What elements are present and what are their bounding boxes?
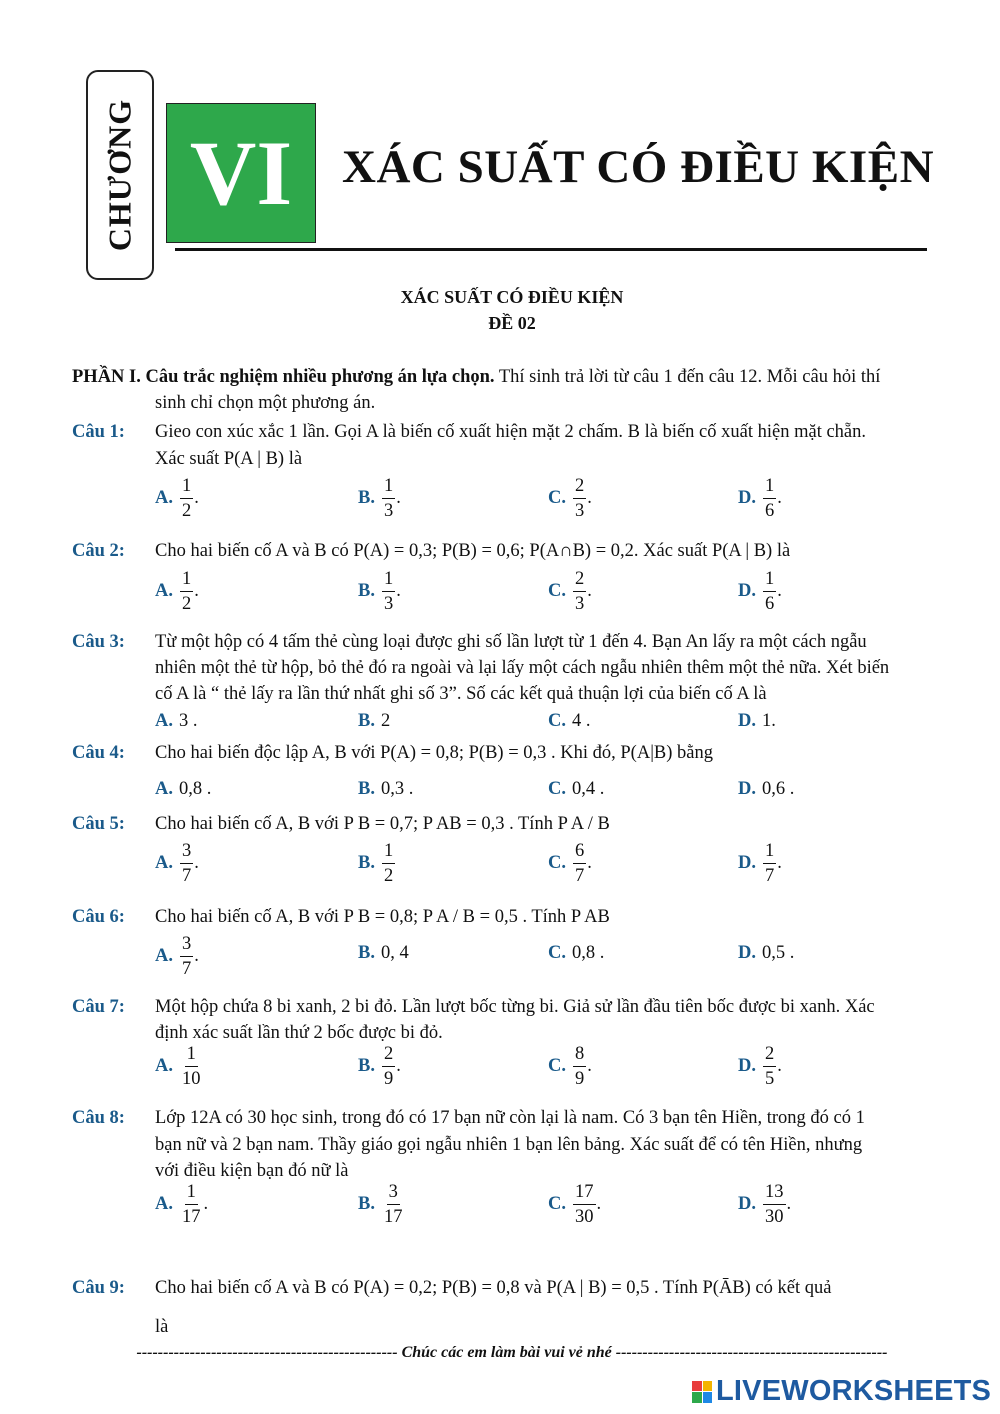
fraction-numerator: 2 [763, 1045, 776, 1067]
answer-fraction [382, 570, 395, 613]
answer-option-letter: C. [548, 943, 566, 963]
answer-punctuation: . [396, 1056, 401, 1076]
fraction-denominator: 2 [383, 865, 394, 886]
question-text-line: là [155, 1317, 169, 1337]
question-text-line: bạn nữ và 2 bạn nam. Thầy giáo gọi ngẫu nhiên 1 bạn lên bảng. Xác suất để có tên Hiền, nhưng [155, 1135, 863, 1155]
answer-option[interactable] [358, 842, 396, 885]
answer-option[interactable] [155, 1045, 204, 1088]
fraction-numerator: 3 [387, 1183, 400, 1205]
fraction-denominator: 3 [575, 500, 585, 521]
answer-option-letter: D. [738, 779, 756, 799]
fraction-denominator: 30 [575, 1206, 594, 1227]
answer-option[interactable] [738, 943, 794, 964]
question-text-line: Lớp 12A có 30 học sinh, trong đó có 17 bạn nữ còn lại là nam. Có 3 bạn tên Hiền, trong đó có 1 [155, 1108, 865, 1128]
fraction-denominator: 17 [182, 1206, 201, 1227]
answer-option-letter: B. [358, 853, 375, 873]
answer-option-letter: B. [358, 779, 375, 799]
answer-option[interactable] [548, 711, 591, 732]
answer-option[interactable] [738, 570, 782, 613]
question-text-line: cố A là “ thẻ lấy ra lần thứ nhất ghi số 3”. Số các kết quả thuận lợi của biến cố A là [155, 684, 767, 704]
answer-option[interactable] [358, 570, 401, 613]
answer-option[interactable] [155, 1183, 208, 1226]
answer-option-letter: B. [358, 943, 375, 963]
answer-fraction [382, 1045, 395, 1088]
answer-option-letter: D. [738, 1194, 756, 1214]
fraction-numerator: 1 [180, 570, 193, 592]
fraction-numerator: 6 [573, 842, 586, 864]
answer-fraction [180, 935, 193, 978]
answer-option[interactable] [738, 1183, 791, 1226]
fraction-numerator: 3 [180, 842, 193, 864]
answer-fraction [180, 1183, 203, 1226]
question-label: Câu 7: [72, 997, 125, 1017]
answer-option[interactable] [548, 779, 604, 800]
answer-option[interactable] [358, 477, 401, 520]
answer-option[interactable] [738, 842, 782, 885]
answer-option-letter: C. [548, 1056, 566, 1076]
answer-option[interactable] [548, 943, 604, 964]
answer-punctuation: . [777, 581, 782, 601]
answer-option-letter: A. [155, 779, 173, 799]
answer-text: 3 . [179, 711, 198, 731]
question-text-line: Cho hai biến cố A và B có P(A) = 0,3; P(B) = 0,6; P(A∩B) = 0,2. Xác suất P(A | B) là [155, 541, 791, 561]
answer-fraction [763, 1045, 776, 1088]
answer-punctuation: . [194, 488, 199, 508]
answer-punctuation: . [194, 946, 199, 966]
fraction-denominator: 6 [765, 593, 775, 614]
answer-option-letter: A. [155, 1056, 173, 1076]
answer-option-letter: D. [738, 711, 756, 731]
answer-text: 1. [762, 711, 776, 731]
question-text-line: Cho hai biến cố A, B với P B = 0,8; P A / B = 0,5 . Tính P AB [155, 907, 610, 927]
answer-option-letter: A. [155, 853, 173, 873]
answer-option-letter: D. [738, 943, 756, 963]
document-subtitle: XÁC SUẤT CÓ ĐIỀU KIỆN [400, 287, 624, 307]
answer-option[interactable] [155, 935, 199, 978]
answer-option-letter: A. [155, 946, 173, 966]
answer-option-letter: D. [738, 581, 756, 601]
answer-fraction [382, 1183, 405, 1226]
answer-option-letter: D. [738, 853, 756, 873]
answer-option[interactable] [155, 570, 199, 613]
answer-fraction [180, 1045, 203, 1088]
answer-option-letter: C. [548, 488, 566, 508]
answer-option-letter: B. [358, 711, 375, 731]
answer-text: 0,6 . [762, 779, 795, 799]
answer-punctuation: . [587, 581, 592, 601]
question-text-line: Xác suất P(A | B) là [155, 449, 303, 469]
question-label: Câu 4: [72, 743, 125, 763]
question-label: Câu 1: [72, 422, 125, 442]
fraction-denominator: 3 [383, 593, 394, 614]
fraction-numerator: 1 [382, 477, 395, 499]
footer-message: ------------------------------------------------- Chúc các em làm bài vui vẻ nhé --------------------------------------------------- [136, 1344, 888, 1361]
answer-option-letter: A. [155, 581, 173, 601]
answer-option[interactable] [358, 1183, 405, 1226]
fraction-numerator: 8 [573, 1045, 586, 1067]
answer-option[interactable] [358, 779, 413, 800]
fraction-numerator: 1 [180, 477, 193, 499]
fraction-denominator: 2 [182, 500, 192, 521]
answer-fraction [573, 1183, 596, 1226]
answer-fraction [763, 1183, 786, 1226]
chapter-title: XÁC SUẤT CÓ ĐIỀU KIỆN [342, 141, 935, 193]
answer-punctuation: . [203, 1194, 209, 1214]
answer-fraction [180, 842, 193, 885]
answer-option-letter: C. [548, 1194, 566, 1214]
fraction-denominator: 30 [765, 1206, 784, 1227]
answer-text: 0,4 . [572, 779, 605, 799]
fraction-numerator: 1 [763, 477, 776, 499]
answer-fraction [180, 477, 193, 520]
fraction-denominator: 2 [182, 593, 192, 614]
answer-text: 4 . [572, 711, 591, 731]
answer-option[interactable] [155, 779, 211, 800]
answer-option-letter: C. [548, 853, 566, 873]
fraction-denominator: 6 [765, 500, 775, 521]
exam-code: ĐỀ 02 [488, 313, 536, 333]
answer-fraction [573, 1045, 586, 1088]
fraction-denominator: 17 [383, 1206, 403, 1227]
fraction-denominator: 7 [765, 865, 775, 886]
question-label: Câu 6: [72, 907, 125, 927]
answer-fraction [763, 477, 776, 520]
answer-fraction [573, 570, 586, 613]
answer-punctuation: . [587, 1056, 592, 1076]
answer-option-letter: D. [738, 1056, 756, 1076]
fraction-numerator: 1 [382, 570, 395, 592]
fraction-denominator: 3 [383, 500, 394, 521]
fraction-denominator: 7 [182, 865, 192, 886]
answer-option[interactable] [358, 1045, 401, 1088]
question-text-line: Cho hai biến độc lập A, B với P(A) = 0,8; P(B) = 0,3 . Khi đó, P(A|B) bằng [155, 743, 713, 763]
answer-option-letter: B. [358, 1194, 375, 1214]
answer-punctuation: . [396, 581, 401, 601]
answer-punctuation: . [786, 1194, 792, 1214]
answer-punctuation: . [396, 488, 401, 508]
answer-fraction [382, 477, 395, 520]
answer-option[interactable] [155, 477, 199, 520]
fraction-numerator: 3 [180, 935, 193, 957]
fraction-numerator: 1 [185, 1045, 198, 1067]
fraction-numerator: 13 [763, 1183, 786, 1205]
answer-option-letter: C. [548, 711, 566, 731]
part-label: PHẦN I. Câu trắc nghiệm nhiều phương án lựa chọn. [72, 367, 495, 387]
question-text-line: định xác suất lần thứ 2 bốc được bi đỏ. [155, 1023, 443, 1043]
answer-text: 0,8 . [179, 779, 212, 799]
chapter-number-box [166, 103, 316, 243]
answer-option[interactable] [155, 842, 199, 885]
chapter-word: CHƯƠNG [101, 98, 138, 252]
question-text-line: Từ một hộp có 4 tấm thẻ cùng loại được ghi số lần lượt từ 1 đến 4. Bạn An lấy ra một cách ngẫu [155, 632, 867, 652]
answer-fraction [573, 842, 586, 885]
chapter-number: VI [189, 122, 293, 224]
part-text-line2: sinh chỉ chọn một phương án. [155, 393, 376, 413]
fraction-numerator: 2 [573, 570, 586, 592]
chapter-word-box [86, 70, 154, 280]
answer-option-letter: B. [358, 581, 375, 601]
fraction-denominator: 5 [765, 1068, 775, 1089]
brand-logo-icon [692, 1381, 712, 1403]
answer-fraction [763, 570, 776, 613]
answer-punctuation: . [777, 488, 782, 508]
answer-option-letter: A. [155, 711, 173, 731]
answer-text: 0,3 . [380, 779, 414, 799]
question-text-line: Cho hai biến cố A, B với P B = 0,7; P AB = 0,3 . Tính P A / B [155, 814, 610, 834]
part-text-line1: Thí sinh trả lời từ câu 1 đến câu 12. Mỗi câu hỏi thí [498, 367, 881, 387]
answer-punctuation: . [596, 1194, 602, 1214]
answer-punctuation: . [587, 488, 592, 508]
answer-option-letter: B. [358, 488, 375, 508]
brand-name: LIVEWORKSHEETS [716, 1375, 992, 1407]
answer-option[interactable] [738, 711, 776, 732]
answer-option[interactable] [738, 477, 782, 520]
fraction-numerator: 2 [573, 477, 586, 499]
question-text-line: với điều kiện bạn đó nữ là [155, 1161, 349, 1181]
question-text-line: nhiên một thẻ từ hộp, bỏ thẻ đó ra ngoài và lại lấy một cách ngẫu nhiên thêm một thẻ nữa. Xét biến [155, 658, 890, 678]
fraction-numerator: 1 [763, 842, 776, 864]
fraction-denominator: 10 [182, 1068, 201, 1089]
answer-punctuation: . [777, 1056, 782, 1076]
question-text-line: Một hộp chứa 8 bi xanh, 2 bi đỏ. Lần lượt bốc từng bi. Giả sử lần đầu tiên bốc được bi xanh. Xác [155, 997, 875, 1017]
fraction-denominator: 7 [182, 958, 192, 979]
question-label: Câu 2: [72, 541, 125, 561]
answer-option[interactable] [358, 943, 409, 964]
answer-option[interactable] [738, 779, 794, 800]
answer-option-letter: D. [738, 488, 756, 508]
answer-option[interactable] [358, 711, 390, 732]
fraction-numerator: 1 [185, 1183, 198, 1205]
fraction-denominator: 9 [383, 1068, 394, 1089]
answer-punctuation: . [777, 853, 782, 873]
answer-option[interactable] [738, 1045, 782, 1088]
answer-option[interactable] [548, 570, 592, 613]
question-label: Câu 3: [72, 632, 125, 652]
answer-fraction [382, 842, 395, 885]
answer-option-letter: B. [358, 1056, 375, 1076]
title-underline [175, 248, 927, 251]
answer-text: 0,5 . [762, 943, 795, 963]
answer-punctuation: . [587, 853, 592, 873]
answer-text: 2 [380, 711, 391, 731]
question-label: Câu 5: [72, 814, 125, 834]
answer-option[interactable] [548, 842, 592, 885]
question-text-line: Gieo con xúc xắc 1 lần. Gọi A là biến cố xuất hiện mặt 2 chấm. B là biến cố xuất hiện mặt chẵn. [155, 422, 867, 442]
answer-option[interactable] [548, 1183, 601, 1226]
question-label: Câu 8: [72, 1108, 125, 1128]
part-heading [72, 367, 880, 388]
answer-text: 0, 4 [380, 943, 409, 963]
answer-fraction [180, 570, 193, 613]
fraction-denominator: 9 [575, 1068, 585, 1089]
answer-option-letter: C. [548, 581, 566, 601]
fraction-denominator: 7 [575, 865, 585, 886]
answer-fraction [763, 842, 776, 885]
answer-text: 0,8 . [572, 943, 605, 963]
fraction-numerator: 1 [763, 570, 776, 592]
fraction-numerator: 1 [382, 842, 395, 864]
answer-option[interactable] [548, 1045, 592, 1088]
answer-option-letter: A. [155, 1194, 173, 1214]
answer-punctuation: . [194, 853, 199, 873]
question-text-line: Cho hai biến cố A và B có P(A) = 0,2; P(B) = 0,8 và P(A | B) = 0,5 . Tính P(ĀB) có kết quả [155, 1278, 832, 1298]
fraction-denominator: 3 [575, 593, 585, 614]
answer-fraction [573, 477, 586, 520]
fraction-numerator: 2 [382, 1045, 395, 1067]
brand-logo [692, 1375, 991, 1408]
answer-option-letter: A. [155, 488, 173, 508]
answer-option[interactable] [548, 477, 592, 520]
fraction-numerator: 17 [573, 1183, 596, 1205]
answer-option-letter: C. [548, 779, 566, 799]
answer-punctuation: . [194, 581, 199, 601]
answer-option[interactable] [155, 711, 198, 732]
question-label: Câu 9: [72, 1278, 125, 1298]
